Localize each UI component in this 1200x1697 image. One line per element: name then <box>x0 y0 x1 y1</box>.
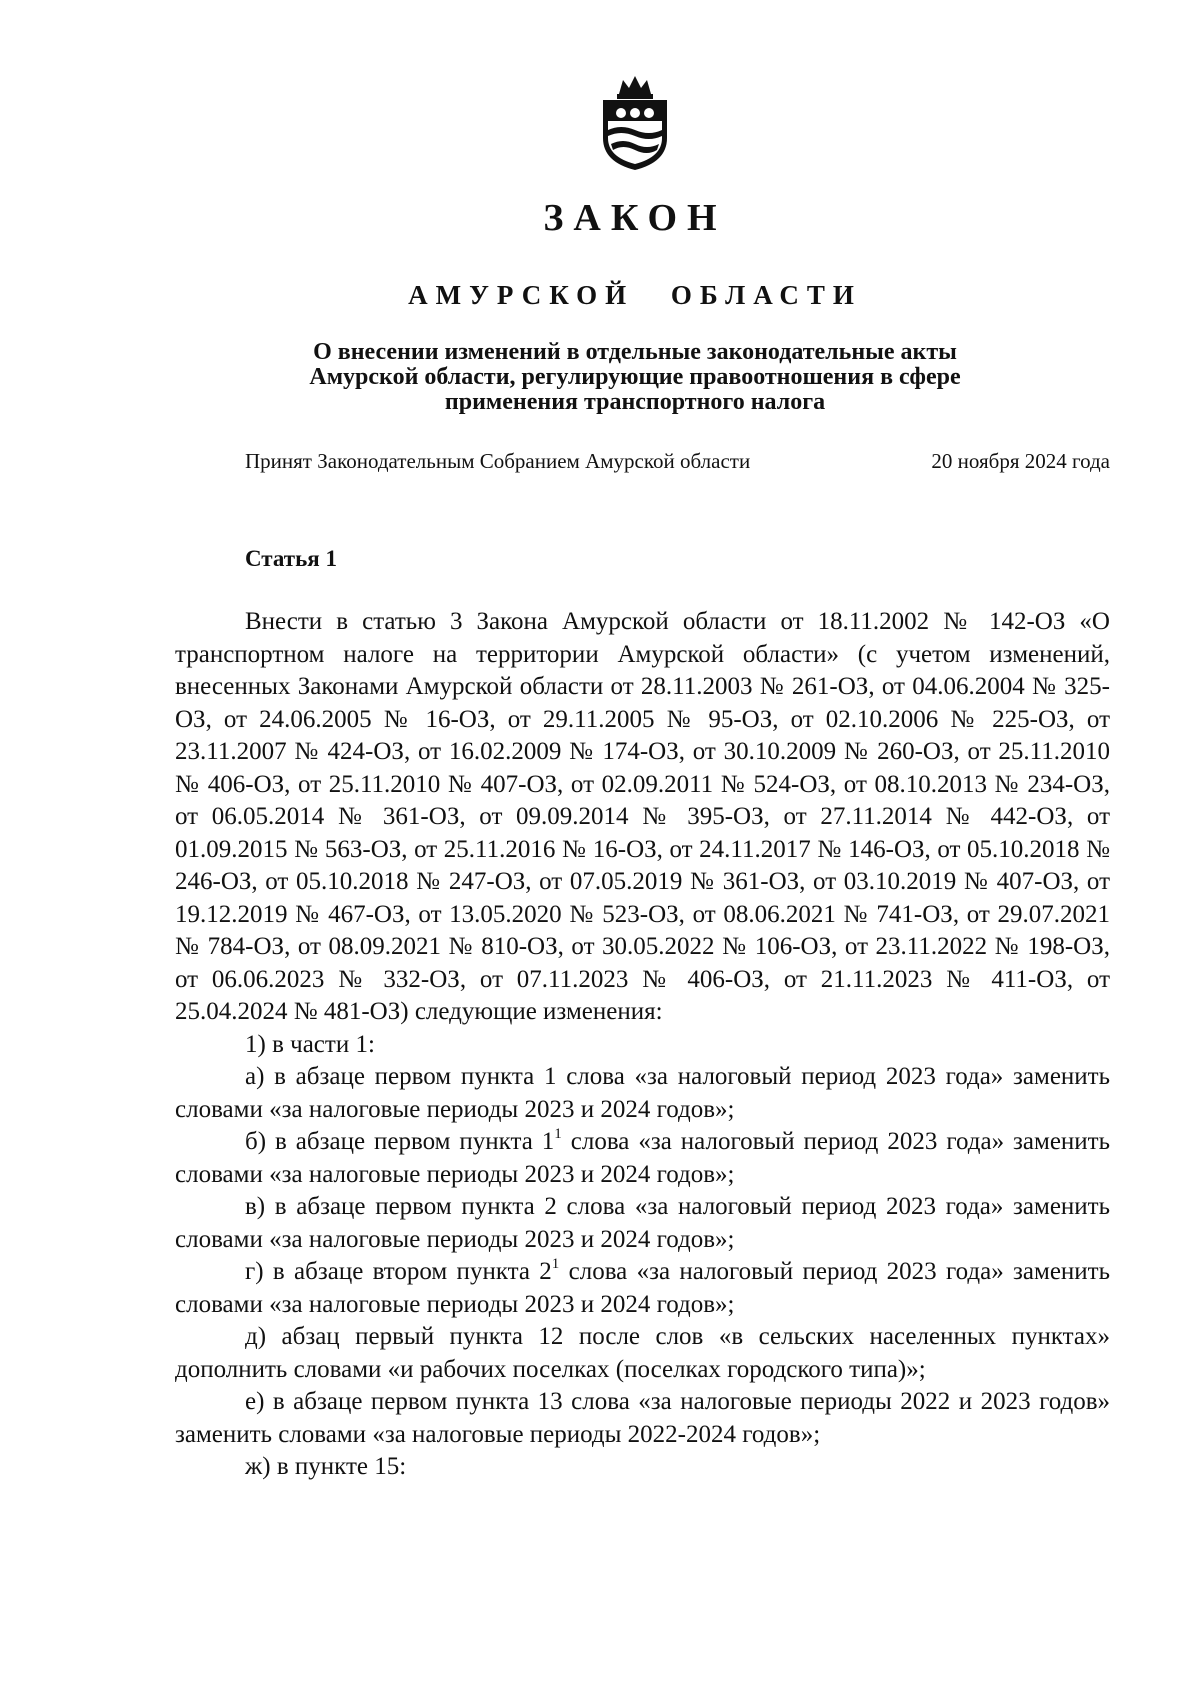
item-zh: ж) в пункте 15: <box>245 1453 407 1480</box>
coat-of-arms-graphic <box>597 72 673 172</box>
item-b <box>175 1126 1110 1191</box>
item-g-start: г) в абзаце втором пункта 2 <box>245 1258 552 1285</box>
article-heading: Статья 1 <box>245 546 337 571</box>
subject-line-1: О внесении изменений в отдельные законодательные акты <box>313 339 957 365</box>
item-b-end: слова «за налоговый период 2023 года» заменить словами «за налоговые периоды 2023 и 2024 годов»; <box>175 1128 1110 1188</box>
item-g <box>175 1256 1110 1321</box>
item-v: в) в абзаце первом пункта 2 слова «за налоговый период 2023 года» заменить словами «за налоговые периоды 2023 и 2024 годов»; <box>175 1193 1110 1253</box>
part-1-label: 1) в части 1: <box>245 1030 375 1058</box>
item-d: д) абзац первый пункта 12 после слов «в сельских населенных пунктах» дополнить словами «и рабочих поселках (поселках городского типа)»; <box>175 1323 1110 1383</box>
item-g-superscript: 1 <box>551 1255 560 1272</box>
item-g-end: слова «за налоговый период 2023 года» заменить словами «за налоговые периоды 2023 и 2024 годов»; <box>175 1258 1111 1318</box>
subject-line-3: применения транспортного налога <box>444 389 826 415</box>
article-body <box>175 606 1110 1484</box>
item-b-superscript: 1 <box>554 1125 562 1142</box>
item-e: е) в абзаце первом пункта 13 слова «за налоговые периоды 2022 и 2023 годов» заменить словами «за налоговые периоды 2022-2024 годов»; <box>175 1388 1110 1448</box>
adoption-line <box>245 448 1110 474</box>
adoption-date: 20 ноября 2024 года <box>931 449 1110 473</box>
item-b-start: б) в абзаце первом пункта 1 <box>245 1128 555 1155</box>
region-title: АМУРСКОЙ ОБЛАСТИ <box>408 280 862 310</box>
article-intro: Внести в статью 3 Закона Амурской области от 18.11.2002 № 142-ОЗ «О транспортном налоге на территории Амурской области» (с учетом изменений, внесенных Законами Амурской области от 28.11.2003 № 261-ОЗ, от 04.06.2004 № 325-ОЗ, от 24.06.2005 № 16-ОЗ, от 29.11.2005 № 95-ОЗ, от 02.10.2006 № 225-ОЗ, от 23.11.2007 № 424-ОЗ, от 16.02.2009 № 174-ОЗ, от 30.10.2009 № 260-ОЗ, от 25.11.2010 № 406-ОЗ, от 25.11.2010 № 407-ОЗ, от 02.09.2011 № 524-ОЗ, от 08.10.2013 № 234-ОЗ, от 06.05.2014 № 361-ОЗ, от 09.09.2014 № 395-ОЗ, от 27.11.2014 № 442-ОЗ, от 01.09.2015 № 563-ОЗ, от 25.11.2016 № 16-ОЗ, от 24.11.2017 № 146-ОЗ, от 05.10.2018 № 246-ОЗ, от 05.10.2018 № 247-ОЗ, от 07.05.2019 № 361-ОЗ, от 03.10.2019 № 407-ОЗ, от 19.12.2019 № 467-ОЗ, от 13.05.2020 № 523-ОЗ, от 08.06.2021 № 741-ОЗ, от 29.07.2021 № 784-ОЗ, от 08.09.2021 № 810-ОЗ, от 30.05.2022 № 106-ОЗ, от 23.11.2022 № 198-ОЗ, от 06.06.2023 № 332-ОЗ, от 07.11.2023 № 406-ОЗ, от 21.11.2023 № 411-ОЗ, от 25.04.2024 № 481-ОЗ) следующие изменения: <box>175 608 1110 1025</box>
coat-of-arms-icon <box>597 72 673 172</box>
law-subject <box>200 340 1070 415</box>
item-a: а) в абзаце первом пункта 1 слова «за налоговый период 2023 года» заменить словами «за налоговые периоды 2023 и 2024 годов»; <box>175 1063 1110 1123</box>
subject-line-2: Амурской области, регулирующие правоотношения в сфере <box>309 364 961 390</box>
law-title: ЗАКОН <box>543 197 727 239</box>
adopting-body: Принят Законодательным Собранием Амурской области <box>245 449 751 473</box>
